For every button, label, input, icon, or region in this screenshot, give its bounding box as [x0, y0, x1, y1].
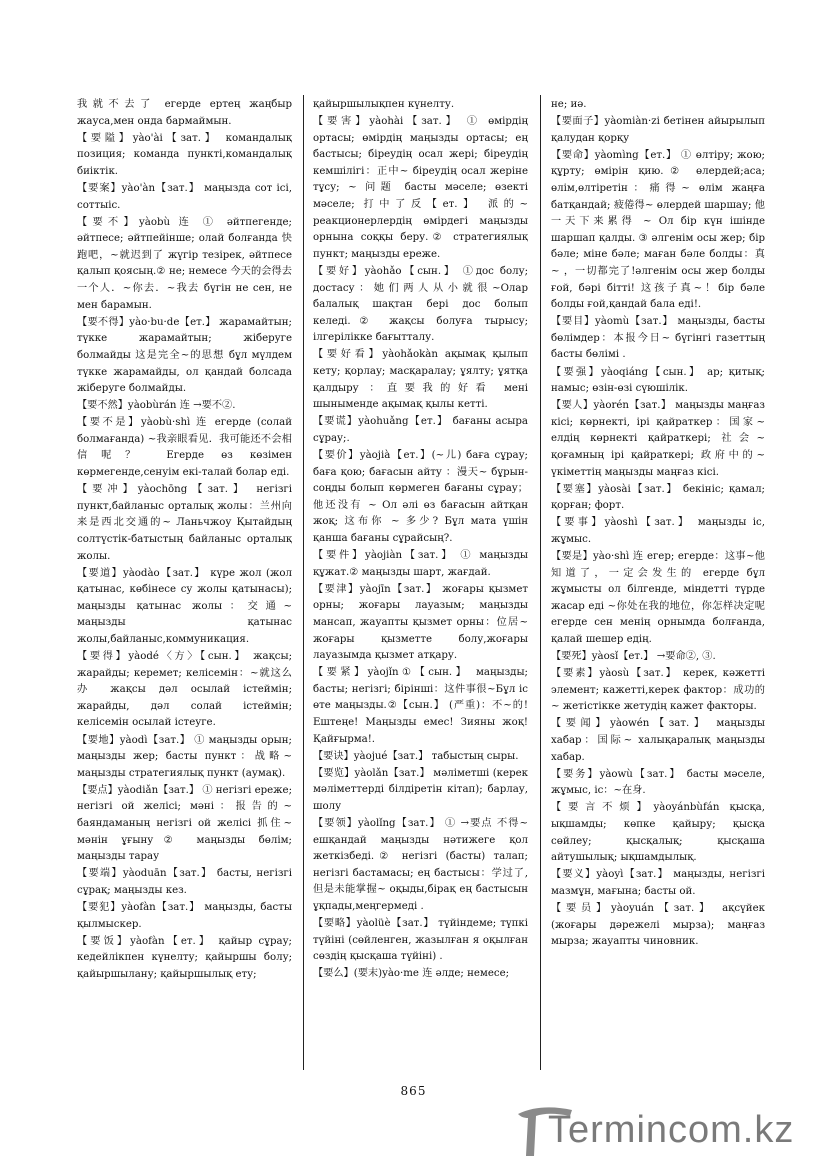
dictionary-entry: не; иә.: [551, 99, 587, 110]
dictionary-entry: 【要诀】yàojué【зат.】 табыстың сыры.: [313, 750, 519, 762]
dictionary-entry: 【要目】yàomù【зат.】 маңызды, басты бөлімдер：本报今日~ бүгінгі газеттың басты бөлімі .: [551, 316, 765, 361]
dictionary-entry: 【要津】yàojīn【зат.】 жоғары қызмет орны; жоғары лауазым; маңызды мансап, жауапты қызмет орны：位居~ жоғары қызметте болу,жоғары лауазымда қызмет атқару.: [313, 583, 528, 662]
dictionary-entry: 【要害】yàohài【зат.】 ① өмірдің ортасы; өмірдің маңызды ортасы; ең бастысы; біреудің осал жері; біреудің кемшілігі：正中~ біреудің осал жеріне тұсу; ~ 问题 басты мәселе; өзекті мәселе; 打中了反【ет.】 派的~ реакционерлердің өміpдегі маңызды орнына соққы беру.② стратегиялық пункт; маңызды ереже.: [313, 116, 528, 260]
dictionary-entry: 【要隘】yào'ài【зат.】 командалық позиция; команда пункті,командалық биіктік.: [77, 132, 292, 177]
dictionary-entry: 【要谎】yàohuǎng【ет.】 бағаны асыра сұрау;.: [313, 416, 528, 444]
dictionary-column-3: [551, 97, 765, 1065]
dictionary-entry: 【要领】yàolǐng【зат.】 ① →要点 不得~ ешқандай маңызды нәтижеге қол жеткізбеді.② негізгі (басты) талап; негізгі бастамасы; ең бастысы：学过了,但是未能掌握~ оқыды,бірақ ең бастысын ұқпады,меңгермеді .: [313, 818, 528, 912]
dictionary-entry: 【要饭】yàofàn【ет.】 қайыр сұрау; кедейлікпен күнелту; қайыршы болу; қайыршылану; қайыршылық ету;: [77, 935, 292, 980]
dictionary-entry: 【要务】yàowù【зат.】 басты мәселе, жұмыс, іс：~在身.: [551, 768, 765, 797]
dictionary-entry: 【要素】yàosù【зат.】 керек, кәжетті элемент; кажетті,керек фактор：成功的~ жетістікке жетудің кажет факторы.: [551, 668, 765, 713]
dictionary-entry: 【要紧】yàojǐn①【сын.】 маңызды; басты; негізгі; бірінші：这件事很~Бұл іс өте маңызды.②【сын.】 (严重)：不~的! Ештеңе! Маңызды емес! Зияны жоқ! Қайғырма!.: [313, 667, 528, 745]
dictionary-entry: 【要冲】yàochōng【зат.】 негізгі пункт,байланыс орталық жолы：兰州向来是西北交通的~ Ланьчжоу Қытайдың солтүстік-батыстың байланыс орталық жолы.: [77, 484, 292, 562]
dictionary-entry: 【要事】yàoshì【зат.】 маңызды іс, жұмыс.: [551, 517, 765, 545]
logo-wordmark: Termincom.kz: [548, 1109, 795, 1151]
dictionary-entry: 【要不】yàobù 连 ① әйтпегенде; әйтпесе; әйтпейінше; олай болғанда 快跑吧，~就迟到了 жүгір тезірек, әйтпесе қалып қоясың.② не; немесе 今天的会得去一个人．~你去．~我去 бүгін не сен, не мен барамын.: [77, 216, 292, 311]
dictionary-entry: 【要地】yàodì【зат.】 ① маңызды орын; маңызды жер; басты пункт：战略~ маңызды стратегиялық пункт (аумақ).: [77, 734, 292, 779]
column-divider: [540, 95, 541, 1070]
dictionary-entry: 【要么】(要末)yào·me 连 әлде; немесе;: [313, 968, 510, 980]
dictionary-entry: 【要好看】yàohǎokàn ақымақ қылып кету; қорлау; масқаралау; ұялту; ұятқа қалдыру ：直要我的好看 мені шыныменде ақымақ қылы кетті.: [313, 349, 528, 411]
dictionary-entry: 【要不是】yàobù·shì 连 егерде (солай болмағанда) ~我亲眼看见．我可能还不会相信呢？ Егерде өз көзімен көрмегенде,сенуім екі-талай болар еді.: [77, 417, 292, 479]
dictionary-entry: 【要案】yào'àn【зат.】 маңызда сот ісі, соттыіс.: [77, 182, 292, 211]
dictionary-entry: 【要览】yàolǎn【зат.】 мәліметші (керек мәліметтерді білдіретін кітап); барлау, шолу: [313, 767, 528, 812]
dictionary-entry: 【要闻】yàowén【зат.】 маңызды хабар：国际~ халықаралық маңызды хабар.: [551, 718, 765, 763]
dictionary-entry: 【要好】yàohǎo【сын.】 ①дос болу; достасу：她们两人从小就很~Олар балалық шақтан бері дос болып келеді.② жақсы болуға тырысу; ілгерілікке бағытталу.: [313, 265, 528, 344]
dictionary-entry: 【要略】yàolüè【зат.】 түйіндеме; түпкі түйіні (сөйленген, жазылған я оқылған сөздің қысқаша түйіні) .: [313, 918, 528, 963]
dictionary-entry: 【要塞】yàosài【зат.】 бекініс; қамал; қорған; форт.: [551, 483, 765, 512]
dictionary-entry: 【要得】yàodé〈方〉【сын.】 жақсы; жарайды; керемет; келісемін：~就这么办 жақсы дәл осылай істеймін; жарайды, дәл солай істеймін; келісемін осылай істеуге.: [77, 651, 292, 729]
dictionary-entry: 【要点】yàodiǎn【зат.】 ① негізгі ереже; негізгі ой желісі; мәні：报告的~ баяндаманың негізгі ой желісі 抓住~ мәнін ұғыну② маңызды бөлім; маңызды тарау: [77, 784, 292, 863]
dictionary-entry: 【要道】yàodào【зат.】 күре жол (жол қатынас, көбінесе су жолы қатынасы); маңызды қатынас жолы：交通~ маңызды қатынас жолы,байланыс,коммуникация.: [77, 567, 292, 645]
dictionary-entry: 【要死】yàosǐ【ет.】 →要命②, ③.: [551, 651, 716, 663]
dictionary-entry: 【要件】yàojiàn【зат.】 ① маңызды құжат.② маңызды шарт, жағдай.: [313, 550, 528, 578]
dictionary-entry: 【要不得】yào·bu·de【ет.】 жарамайтын; түкке жарамайтын; жіберуге болмайды 这是完全~的思想 бұл мүлдем түкке жарамайды, ол қандай болсада жіберуге болмайды.: [77, 316, 292, 395]
dictionary-entry: 【要面子】yàomiàn·zi бетінен айырылып қалудан қорқу: [551, 116, 765, 144]
dictionary-column-1: [77, 97, 292, 1065]
dictionary-entry: 【要命】yàomìng【ет.】 ① өлтіру; жою; құрту; өмірін қию.② өлердей;аса; өлім,өлтіретін：痛得~ өлім жаңға батқандай; 疲倦得~ өлердей шаршау; 他一天下来累得 ~ Ол бір күн ішінде шаршап қалды. ③ әлгенім осы жер; бір бәле; міне бәле; маған бәле болды：真~ ，一切都完了!әлгенім осы жер болды ғой, бәрі бітті! 这孩子真~！бір бәле болды ғой,қандай бала еді!.: [551, 149, 765, 311]
page-number: 865: [400, 1084, 427, 1098]
dictionary-column-2: [313, 97, 528, 1065]
column-divider: [303, 95, 304, 1070]
termincom-logo: [514, 1100, 814, 1160]
dictionary-entry: 【要价】yàojià【ет.】(~儿) баға сұрау; баға қою; бағасын айту ：漫天~ бұрын-соңды болып көрмеген бағаны сұрау；他还没有 ~ Ол әлі өз бағасын айтқан жоқ; 这布你 ~ 多少? Бұл мата үшін қанша бағаны сұрайсың?.: [313, 449, 528, 544]
dictionary-entry: 【要言不烦】yàoyánbùfán қысқа, ықшамды; көпке қайыру; қысқа сөйлеу; қысқалық; қысқаша айтушылық; ықшамдылық.: [551, 802, 765, 864]
dictionary-entry: 【要员】yàoyuán【зат.】 ақсүйек (жоғары дәрежелі мырза); маңғаз мырза; жауапты чиновник.: [551, 903, 765, 948]
dictionary-entry: 【要人】yàorén【зат.】 маңызды маңғаз кісі; көрнекті, ірі қайраткер：国家~ елдің көрнекті қайраткері; 社会~ қоғамның ірі қайраткері; 政府中的~ үкіметтің маңызды маңғаз кісі.: [551, 400, 765, 478]
dictionary-entry: 【要强】yàoqiáng【сын.】 ар; қитық; намыс; өзін-өзі сүюшілік.: [551, 366, 765, 395]
dictionary-entry: 【要是】yào·shì 连 егер; егерде：这事~他知道了，一定会发生的 егерде бұл жұмысты ол білгенде, міндетті түрде жасар еді ~你处在我的地位，你怎样决定呢 егерде сен менің орнымда болғанда, қалай шешер едің.: [551, 551, 765, 645]
dictionary-entry: қайыршылықпен күнелту.: [313, 99, 455, 110]
dictionary-entry: 【要犯】yàofàn【зат.】 маңызды, басты қылмыскер.: [77, 902, 292, 930]
dictionary-entry: 【要端】yàoduān【зат.】 басты, негізгі сұрақ; маңызды кез.: [77, 868, 292, 896]
dictionary-entry: 【要义】yàoyì【зат.】 маңызды, негізгі мазмұн, мағына; басты ой.: [551, 869, 765, 897]
dictionary-entry: 【要不然】yàobùrán 连 →要不②.: [77, 400, 236, 412]
dictionary-entry: 我就不去了 егерде ертең жаңбыр жауса,мен онда бармаймын.: [77, 99, 292, 127]
